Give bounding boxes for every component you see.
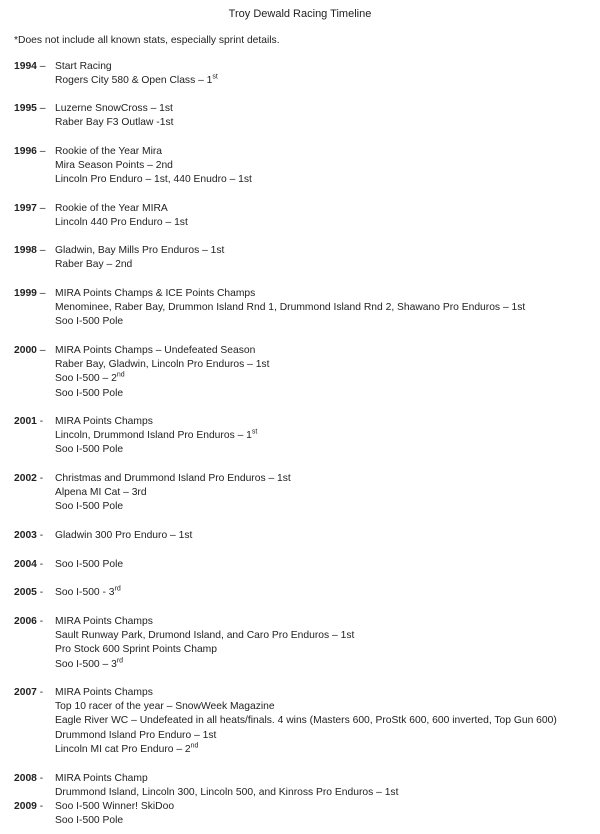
year-separator: – [36, 288, 46, 299]
detail-text: Start Racing [55, 61, 112, 72]
timeline-year [14, 529, 43, 543]
detail-text: Rookie of the Year Mira [55, 146, 163, 157]
timeline-details [55, 202, 188, 230]
timeline-details [55, 800, 174, 828]
timeline-detail-line [55, 486, 291, 500]
timeline-detail-line [55, 387, 269, 401]
timeline-year [14, 586, 43, 600]
timeline-year [14, 686, 43, 700]
timeline-year [14, 415, 43, 429]
detail-text: MIRA Points Champs [55, 616, 153, 627]
timeline-details [55, 287, 525, 330]
timeline-detail-line [55, 643, 354, 657]
timeline-year [14, 472, 43, 486]
year-separator: - [36, 587, 44, 598]
detail-text: Christmas and Drummond Island Pro Enduros – 1st [55, 473, 291, 484]
detail-text: Top 10 racer of the year – SnowWeek Magazine [55, 701, 275, 713]
timeline-details [55, 102, 173, 130]
disclaimer-note: *Does not include all known stats, especially sprint details. [14, 35, 280, 46]
detail-text: Eagle River WC – Undefeated in all heats/finals. 4 wins (Masters 600, ProStk 600, 600 inverted, Top Gun 600) [55, 715, 557, 727]
detail-text: Raber Bay, Gladwin, Lincoln Pro Enduros – 1st [55, 359, 270, 371]
year-separator: – [36, 61, 46, 72]
ordinal-suffix: rd [116, 657, 124, 665]
year-separator: – [36, 203, 46, 214]
detail-text: Soo I-500 Pole [55, 387, 124, 399]
year-separator: - [36, 773, 44, 784]
detail-text: Lincoln, Drummond Island Pro Enduros – 1 [55, 430, 252, 442]
detail-text: Lincoln MI cat Pro Enduro – 2 [55, 743, 191, 755]
timeline-details [55, 586, 121, 600]
timeline-detail-line [55, 700, 557, 714]
year-separator: - [36, 416, 44, 427]
timeline-detail-line [55, 145, 252, 159]
timeline-details [55, 529, 192, 543]
detail-text: Soo I-500 – 2 [55, 373, 117, 385]
timeline-detail-line [55, 772, 398, 786]
detail-text: Soo I-500 Pole [55, 444, 124, 456]
ordinal-suffix: nd [116, 371, 125, 379]
year-separator: - [36, 616, 44, 627]
timeline-year [14, 772, 43, 786]
detail-text: Sault Runway Park, Drumond Island, and Caro Pro Enduros – 1st [55, 630, 355, 642]
year-label: 2001 [14, 416, 37, 427]
timeline-detail-line [55, 159, 252, 173]
timeline-detail-line [55, 786, 398, 800]
year-separator: – [36, 345, 46, 356]
timeline-details [55, 686, 557, 757]
timeline-detail-line [55, 102, 173, 116]
timeline-detail-line [55, 586, 121, 600]
detail-text: Soo I-500 - 3 [55, 587, 115, 598]
year-separator: – [36, 146, 46, 157]
ordinal-suffix: rd [114, 585, 121, 593]
timeline-detail-line [55, 729, 557, 743]
year-label: 1994 [14, 61, 37, 72]
timeline-detail-line [55, 202, 188, 216]
timeline-detail-line [55, 658, 354, 672]
timeline-detail-line [55, 344, 269, 358]
timeline-detail-line [55, 714, 557, 728]
timeline-detail-line [55, 216, 188, 230]
timeline-detail-line [55, 372, 269, 386]
timeline-detail-line [55, 315, 525, 329]
year-label: 1995 [14, 103, 37, 114]
detail-text: Luzerne SnowCross – 1st [55, 103, 173, 114]
timeline-detail-line [55, 258, 224, 272]
year-separator: - [36, 530, 44, 541]
ordinal-suffix: nd [190, 742, 199, 750]
timeline-detail-line [55, 529, 192, 543]
timeline-detail-line [55, 814, 174, 828]
timeline-year [14, 60, 46, 74]
detail-text: Drummond Island, Lincoln 300, Lincoln 500, and Kinross Pro Enduros – 1st [55, 787, 399, 799]
timeline-detail-line [55, 443, 257, 457]
year-label: 2008 [14, 773, 37, 784]
year-separator: - [36, 687, 44, 698]
detail-text: MIRA Points Champs [55, 416, 153, 427]
timeline-year [14, 287, 46, 301]
timeline-detail-line [55, 686, 557, 700]
year-label: 1999 [14, 288, 37, 299]
detail-text: Menominee, Raber Bay, Drummon Island Rnd 1, Drummond Island Rnd 2, Shawano Pro Enduros – 1st [55, 302, 526, 314]
detail-text: Gladwin 300 Pro Enduro – 1st [55, 530, 193, 541]
detail-text: MIRA Points Champ [55, 773, 148, 784]
year-separator: – [36, 103, 46, 114]
timeline-detail-line [55, 429, 257, 443]
timeline-details [55, 244, 224, 272]
timeline-detail-line [55, 500, 291, 514]
detail-text: Soo I-500 Pole [55, 501, 124, 513]
timeline-detail-line [55, 60, 218, 74]
timeline-year [14, 244, 46, 258]
timeline-detail-line [55, 415, 257, 429]
timeline-detail-line [55, 287, 525, 301]
timeline-year [14, 800, 43, 814]
timeline-detail-line [55, 800, 174, 814]
detail-text: Rookie of the Year MIRA [55, 203, 168, 214]
timeline-detail-line [55, 358, 269, 372]
page-title: Troy Dewald Racing Timeline [228, 8, 372, 20]
detail-text: Raber Bay F3 Outlaw -1st [55, 117, 174, 129]
timeline-details [55, 772, 398, 800]
timeline-detail-line [55, 116, 173, 130]
detail-text: Raber Bay – 2nd [55, 259, 133, 271]
detail-text: Gladwin, Bay Mills Pro Enduros – 1st [55, 245, 225, 256]
detail-text: Pro Stock 600 Sprint Points Champ [55, 644, 217, 656]
ordinal-suffix: st [212, 73, 218, 81]
timeline-details [55, 415, 257, 458]
timeline-year [14, 344, 46, 358]
detail-text: Drummond Island Pro Enduro – 1st [55, 729, 217, 741]
detail-text: Alpena MI Cat – 3rd [55, 487, 147, 499]
timeline-details [55, 615, 354, 672]
timeline-details [55, 344, 269, 401]
detail-text: Soo I-500 – 3 [55, 658, 117, 670]
timeline-detail-line [55, 301, 525, 315]
timeline-detail-line [55, 244, 224, 258]
year-label: 2004 [14, 559, 37, 570]
detail-text: Soo I-500 Pole [55, 815, 124, 827]
timeline-detail-line [55, 74, 218, 88]
year-label: 2002 [14, 473, 37, 484]
timeline-detail-line [55, 558, 123, 572]
year-label: 2005 [14, 587, 37, 598]
timeline-detail-line [55, 173, 252, 187]
timeline-year [14, 102, 46, 116]
detail-text: Lincoln Pro Enduro – 1st, 440 Enudro – 1st [55, 174, 252, 186]
year-label: 2000 [14, 345, 37, 356]
detail-text: MIRA Points Champs – Undefeated Season [55, 345, 256, 356]
timeline-year [14, 202, 46, 216]
timeline-detail-line [55, 472, 291, 486]
detail-text: Mira Season Points – 2nd [55, 160, 173, 172]
timeline-year [14, 615, 43, 629]
timeline-detail-line [55, 743, 557, 757]
year-label: 1997 [14, 203, 37, 214]
year-separator: - [36, 801, 44, 812]
year-label: 2009 [14, 801, 37, 812]
timeline-detail-line [55, 615, 354, 629]
year-label: 2003 [14, 530, 37, 541]
year-label: 1998 [14, 245, 37, 256]
year-label: 2006 [14, 616, 37, 627]
year-separator: - [36, 559, 44, 570]
detail-text: MIRA Points Champs & ICE Points Champs [55, 288, 256, 299]
detail-text: Soo I-500 Pole [55, 559, 124, 570]
detail-text: Rogers City 580 & Open Class – 1 [55, 75, 213, 87]
timeline-details [55, 60, 218, 88]
year-separator: - [36, 473, 44, 484]
detail-text: Soo I-500 Winner! SkiDoo [55, 801, 175, 812]
year-separator: – [36, 245, 46, 256]
timeline-details [55, 145, 252, 188]
timeline-year [14, 145, 46, 159]
year-label: 1996 [14, 146, 37, 157]
ordinal-suffix: st [251, 428, 258, 436]
timeline-details [55, 558, 123, 572]
detail-text: Soo I-500 Pole [55, 316, 124, 328]
year-label: 2007 [14, 687, 37, 698]
detail-text: Lincoln 440 Pro Enduro – 1st [55, 217, 188, 229]
timeline-detail-line [55, 629, 354, 643]
timeline-details [55, 472, 291, 515]
timeline-year [14, 558, 43, 572]
detail-text: MIRA Points Champs [55, 687, 153, 698]
